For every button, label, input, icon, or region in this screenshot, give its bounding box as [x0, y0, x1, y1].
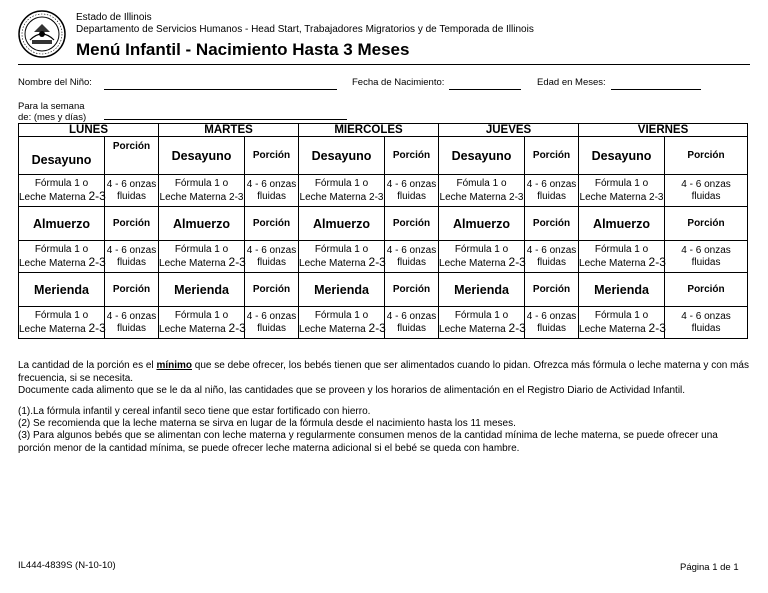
food-line-2a: Leche Materna — [579, 257, 646, 269]
portion-amount: 4 - 6 onzas — [681, 244, 731, 256]
portion-label: Porción — [385, 207, 439, 241]
meal-label-snack: Merienda — [159, 273, 245, 307]
food-line-2b: 2-3 — [88, 320, 106, 335]
portion-label: Porción — [245, 273, 299, 307]
portion-amount: 4 - 6 onzas — [526, 310, 577, 322]
portion-label: Porción — [105, 207, 159, 241]
food-cell — [159, 307, 245, 339]
age-months-label: Edad en Meses: — [537, 77, 606, 88]
food-line-2 — [439, 322, 524, 336]
portion-amount: 4 - 6 onzas — [106, 244, 157, 256]
portion-cell — [385, 307, 439, 339]
footnote-1: (1).La fórmula infantil y cereal infantil seco tiene que estar fortificado con hierro. — [18, 406, 371, 417]
portion-label: Porción — [525, 137, 579, 175]
food-cell — [439, 307, 525, 339]
food-line-2 — [19, 322, 104, 336]
food-line-2a: Leche Materna — [19, 323, 86, 335]
food-line-1: Fórmula 1 o — [314, 243, 369, 255]
food-line-1: Fórmula 1 o — [34, 243, 89, 255]
food-line-2a: Leche Materna 2-3 — [299, 191, 384, 203]
meal-label-lunch: Almuerzo — [159, 207, 245, 241]
food-cell — [19, 241, 105, 273]
portion-unit: fluidas — [691, 190, 721, 202]
portion-amount: 4 - 6 onzas — [106, 178, 157, 190]
portion-label: Porción — [525, 207, 579, 241]
portion-cell — [665, 241, 748, 273]
portion-cell — [525, 241, 579, 273]
week-label-line2: de: (mes y días) — [18, 112, 87, 123]
birth-date-label: Fecha de Nacimiento: — [352, 77, 445, 88]
state-name: Estado de Illinois — [76, 12, 152, 23]
food-line-1: Fórmula 1 o — [34, 309, 89, 321]
portion-cell — [665, 307, 748, 339]
food-line-2a: Leche Materna — [159, 257, 226, 269]
food-line-2 — [439, 256, 524, 270]
footnote-2: (2) Se recomienda que la leche materna se sirva en lugar de la fórmula desde el nacimiento hasta los 11 meses. — [18, 418, 516, 429]
page-number: Página 1 de 1 — [680, 562, 739, 573]
food-line-2a: Leche Materna — [159, 323, 226, 335]
portion-cell — [105, 307, 159, 339]
food-line-2 — [299, 322, 384, 336]
food-line-2a: Leche Materna — [579, 323, 646, 335]
food-line-2b: 2-3 — [508, 254, 526, 269]
portion-unit: fluidas — [537, 256, 566, 268]
meal-header-row-breakfast — [19, 137, 748, 175]
food-line-2a: Leche Materna — [439, 323, 506, 335]
illinois-state-seal — [18, 10, 66, 58]
food-cell — [439, 175, 525, 207]
food-line-1: Fórmula 1 o — [174, 309, 229, 321]
portion-unit: fluidas — [117, 256, 146, 268]
birth-date-field[interactable] — [449, 89, 521, 90]
day-header-thursday: JUEVES — [439, 124, 579, 137]
portion-amount: 4 - 6 onzas — [681, 178, 731, 190]
portion-amount: 4 - 6 onzas — [386, 244, 437, 256]
portion-unit: fluidas — [257, 322, 286, 334]
food-line-2 — [579, 322, 664, 336]
form-id: IL444-4839S (N-10-10) — [18, 560, 116, 571]
portion-amount: 4 - 6 onzas — [386, 310, 437, 322]
portion-unit: fluidas — [537, 190, 566, 202]
meal-label-breakfast: Desayuno — [439, 137, 525, 175]
food-line-2a: Leche Materna — [299, 323, 366, 335]
meal-label-snack: Merienda — [439, 273, 525, 307]
portion-note — [18, 360, 753, 385]
food-line-2a: Leche Materna — [19, 257, 86, 269]
portion-unit: fluidas — [537, 322, 566, 334]
food-line-1: Fórmula 1 o — [454, 243, 509, 255]
food-line-2a: Leche Materna 2-3 — [439, 191, 524, 203]
meal-content-row-lunch — [19, 241, 748, 273]
age-months-field[interactable] — [611, 89, 701, 90]
documentation-note: Documente cada alimento que se le da al niño, las cantidades que se proveen y los horarios de alimentación en el Registro Diario de Actividad Infantil. — [18, 385, 686, 396]
meal-label-breakfast: Desayuno — [19, 137, 105, 175]
meal-label-lunch: Almuerzo — [299, 207, 385, 241]
portion-cell — [105, 175, 159, 207]
food-cell — [299, 175, 385, 207]
portion-label: Porción — [105, 273, 159, 307]
meal-label-snack: Merienda — [579, 273, 665, 307]
page-title: Menú Infantil - Nacimiento Hasta 3 Meses — [76, 40, 410, 59]
food-cell — [579, 175, 665, 207]
portion-label: Porción — [245, 137, 299, 175]
header-divider — [18, 64, 750, 65]
portion-amount: 4 - 6 onzas — [386, 178, 437, 190]
food-line-2b: 2-3 — [368, 320, 386, 335]
meal-content-row-breakfast — [19, 175, 748, 207]
food-line-2b: 2-3 — [648, 254, 666, 269]
portion-cell — [105, 241, 159, 273]
portion-unit: fluidas — [397, 256, 426, 268]
portion-label: Porción — [525, 273, 579, 307]
food-line-2b: 2-3 — [368, 254, 386, 269]
meal-label-breakfast: Desayuno — [579, 137, 665, 175]
food-cell — [439, 241, 525, 273]
food-line-1: Fórmula 1 o — [34, 177, 89, 189]
child-name-label: Nombre del Niño: — [18, 77, 92, 88]
days-header-row — [19, 124, 748, 137]
portion-amount: 4 - 6 onzas — [246, 310, 297, 322]
portion-amount: 4 - 6 onzas — [526, 244, 577, 256]
food-line-2b: 2-3 — [88, 188, 106, 203]
portion-label: Porción — [105, 137, 159, 175]
food-cell — [19, 307, 105, 339]
portion-label: Porción — [665, 273, 748, 307]
portion-cell — [245, 175, 299, 207]
food-line-2b: 2-3 — [228, 320, 246, 335]
meal-label-lunch: Almuerzo — [19, 207, 105, 241]
department-name: Departamento de Servicios Humanos - Head Start, Trabajadores Migratorios y de Temporada de Illinois — [76, 24, 534, 35]
food-line-1: Fórmula 1 o — [314, 177, 369, 189]
meal-header-row-lunch — [19, 207, 748, 241]
food-line-2 — [579, 256, 664, 270]
meal-label-snack: Merienda — [19, 273, 105, 307]
food-line-2b: 2-3 — [88, 254, 106, 269]
food-line-2b: 2-3 — [228, 254, 246, 269]
portion-unit: fluidas — [691, 256, 721, 268]
food-line-2a: Leche Materna 2-3 — [579, 191, 664, 203]
portion-cell — [525, 307, 579, 339]
portion-unit: fluidas — [257, 190, 286, 202]
food-line-2a: Leche Materna 2-3 — [159, 191, 244, 203]
portion-cell — [665, 175, 748, 207]
food-cell — [19, 175, 105, 207]
portion-cell — [245, 241, 299, 273]
food-line-2 — [439, 190, 524, 204]
portion-unit: fluidas — [397, 322, 426, 334]
portion-unit: fluidas — [397, 190, 426, 202]
food-line-2 — [159, 322, 244, 336]
portion-label: Porción — [665, 137, 748, 175]
food-cell — [579, 307, 665, 339]
portion-note-text-c: que se debe ofrecer, los bebés tienen que ser alimentados cuando lo pidan. Ofrezca más fórmula o leche materna y con más frecuencia, si se necesita. — [18, 360, 749, 384]
food-line-2 — [159, 256, 244, 270]
food-cell — [159, 241, 245, 273]
food-line-2 — [19, 190, 104, 204]
day-header-monday: LUNES — [19, 124, 159, 137]
food-line-2b: 2-3 — [648, 320, 666, 335]
portion-unit: fluidas — [257, 256, 286, 268]
portion-note-minimum: mínimo — [156, 360, 192, 371]
portion-amount: 4 - 6 onzas — [246, 244, 297, 256]
food-line-1: Fórmula 1 o — [594, 243, 649, 255]
food-line-2 — [579, 190, 664, 204]
portion-label: Porción — [665, 207, 748, 241]
menu-table — [18, 123, 748, 339]
food-line-2a: Leche Materna — [19, 191, 86, 203]
day-header-friday: VIERNES — [579, 124, 748, 137]
portion-unit: fluidas — [691, 322, 721, 334]
portion-cell — [385, 241, 439, 273]
portion-cell — [245, 307, 299, 339]
food-line-1: Fórmula 1 o — [454, 309, 509, 321]
portion-cell — [525, 175, 579, 207]
food-line-2 — [159, 190, 244, 204]
food-cell — [159, 175, 245, 207]
food-line-1: Fórmula 1 o — [314, 309, 369, 321]
portion-amount: 4 - 6 onzas — [246, 178, 297, 190]
food-line-2b: 2-3 — [508, 320, 526, 335]
meal-label-snack: Merienda — [299, 273, 385, 307]
food-cell — [299, 241, 385, 273]
portion-label: Porción — [385, 273, 439, 307]
meal-label-lunch: Almuerzo — [439, 207, 525, 241]
food-line-1: Fómula 1 o — [456, 177, 507, 189]
portion-label: Porción — [245, 207, 299, 241]
food-line-2 — [19, 256, 104, 270]
footnote-3: (3) Para algunos bebés que se alimentan con leche materna y regularmente consumen menos de la cantidad mínima de leche materna, se puede ofrecer una porción menor de la cantidad mínima, se puede ofrecer leche materna adicional si el bebé se queda con hambre. — [18, 430, 718, 454]
portion-unit: fluidas — [117, 190, 146, 202]
food-line-2 — [299, 190, 384, 204]
meal-label-breakfast: Desayuno — [299, 137, 385, 175]
meal-header-row-snack — [19, 273, 748, 307]
food-cell — [579, 241, 665, 273]
meal-content-row-snack — [19, 307, 748, 339]
food-line-2 — [299, 256, 384, 270]
portion-amount: 4 - 6 onzas — [106, 310, 157, 322]
food-line-1: Fórmula 1 o — [594, 309, 649, 321]
food-line-2a: Leche Materna — [439, 257, 506, 269]
meal-label-breakfast: Desayuno — [159, 137, 245, 175]
food-line-1: Fórmula 1 o — [174, 243, 229, 255]
portion-unit: fluidas — [117, 322, 146, 334]
food-line-1: Fórmula 1 o — [594, 177, 649, 189]
meal-label-lunch: Almuerzo — [579, 207, 665, 241]
day-header-tuesday: MARTES — [159, 124, 299, 137]
week-field[interactable] — [104, 119, 347, 120]
day-header-wednesday: MIERCOLES — [299, 124, 439, 137]
portion-label: Porción — [385, 137, 439, 175]
food-cell — [299, 307, 385, 339]
portion-amount: 4 - 6 onzas — [526, 178, 577, 190]
week-label-line1: Para la semana — [18, 101, 85, 112]
portion-amount: 4 - 6 onzas — [681, 310, 731, 322]
child-name-field[interactable] — [104, 89, 337, 90]
food-line-1: Fórmula 1 o — [174, 177, 229, 189]
portion-note-text-a: La cantidad de la porción es el — [18, 360, 157, 371]
food-line-2a: Leche Materna — [299, 257, 366, 269]
portion-cell — [385, 175, 439, 207]
